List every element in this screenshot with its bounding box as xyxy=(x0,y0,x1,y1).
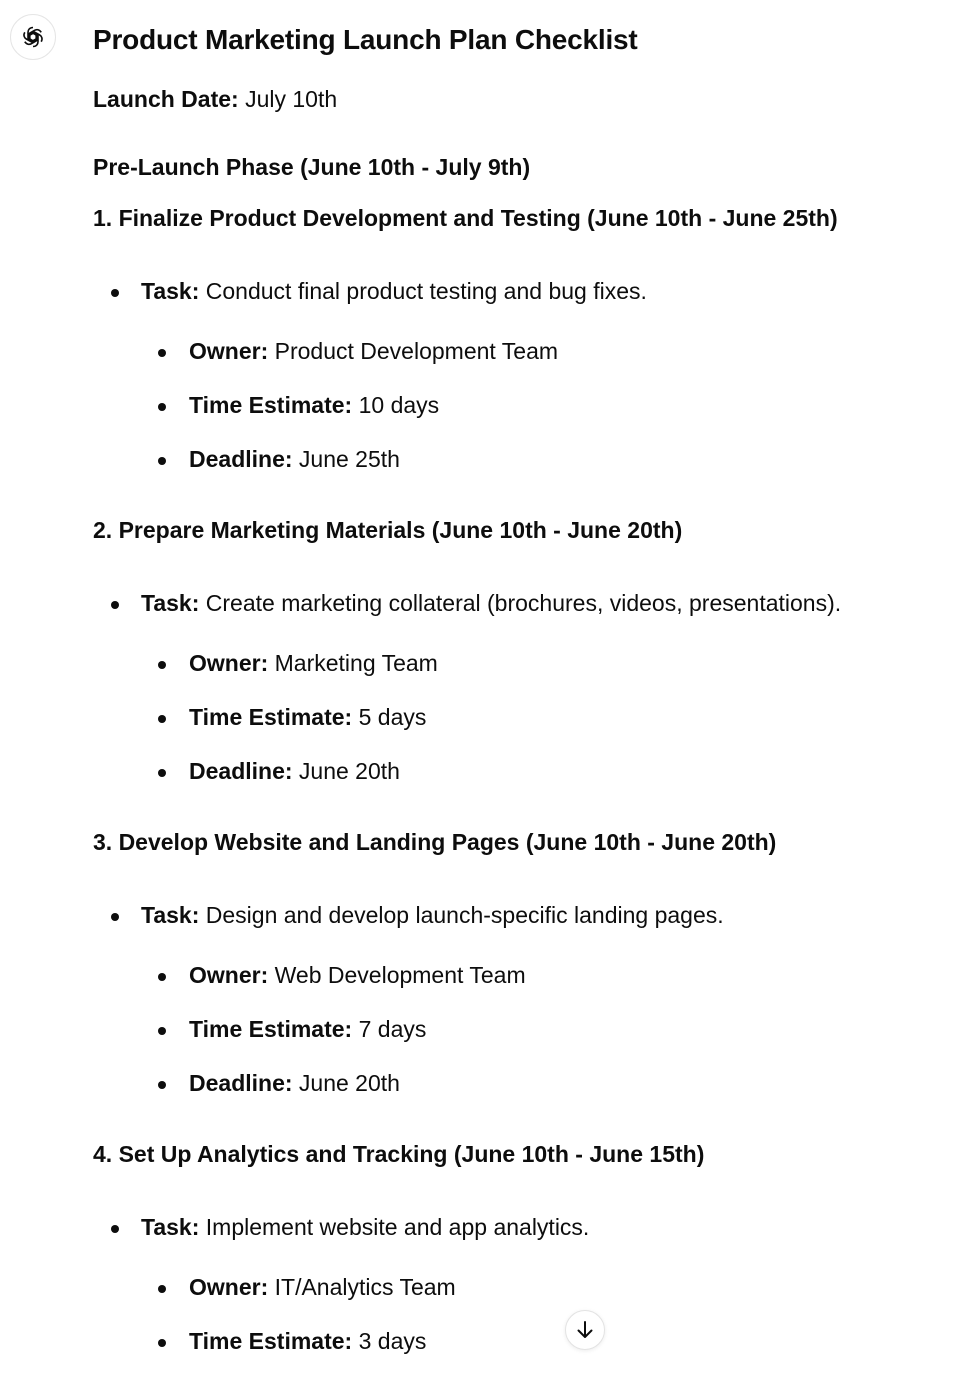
task-value: Design and develop launch-specific landing pages. xyxy=(199,902,724,928)
owner-value: Marketing Team xyxy=(268,650,438,676)
time-estimate-value: 7 days xyxy=(352,1016,427,1042)
owner-value: IT/Analytics Team xyxy=(268,1274,456,1300)
task-label: Task: xyxy=(141,278,200,304)
task-item xyxy=(141,902,724,929)
bullet xyxy=(158,1081,166,1089)
section-heading: 1. Finalize Product Development and Testing (June 10th - June 25th) xyxy=(93,205,838,231)
owner-item xyxy=(189,338,558,365)
time-estimate-value: 3 days xyxy=(352,1328,427,1354)
deadline-label: Deadline: xyxy=(189,446,293,472)
bullet xyxy=(158,349,166,357)
task-item xyxy=(141,590,841,617)
task-item xyxy=(141,1214,589,1241)
bullet xyxy=(111,601,119,609)
bullet xyxy=(158,769,166,777)
scroll-to-bottom-button[interactable] xyxy=(565,1310,605,1350)
deadline-item xyxy=(189,1070,400,1097)
time-estimate-label: Time Estimate: xyxy=(189,392,353,418)
task-item xyxy=(141,278,647,305)
bullet xyxy=(158,973,166,981)
deadline-label: Deadline: xyxy=(189,758,293,784)
openai-logo-icon xyxy=(19,23,47,51)
bullet xyxy=(158,661,166,669)
bullet xyxy=(111,1225,119,1233)
deadline-value: June 25th xyxy=(292,446,400,472)
launch-date xyxy=(93,86,337,113)
owner-item xyxy=(189,962,526,989)
section-heading: 3. Develop Website and Landing Pages (June 10th - June 20th) xyxy=(93,829,777,855)
owner-label: Owner: xyxy=(189,962,269,988)
time-estimate-item xyxy=(189,1328,426,1355)
deadline-item xyxy=(189,446,400,473)
time-estimate-item xyxy=(189,392,439,419)
time-estimate-item xyxy=(189,1016,426,1043)
deadline-item xyxy=(189,758,400,785)
deadline-value: June 20th xyxy=(292,1070,400,1096)
task-label: Task: xyxy=(141,1214,200,1240)
task-value: Create marketing collateral (brochures, videos, presentations). xyxy=(199,590,842,616)
bullet xyxy=(158,1339,166,1347)
bullet xyxy=(158,715,166,723)
owner-item xyxy=(189,650,438,677)
section-heading: 2. Prepare Marketing Materials (June 10th - June 20th) xyxy=(93,517,683,543)
launch-date-label: Launch Date: xyxy=(93,86,239,112)
deadline-value: June 20th xyxy=(292,758,400,784)
time-estimate-label: Time Estimate: xyxy=(189,1016,353,1042)
bullet xyxy=(158,1027,166,1035)
task-value: Conduct final product testing and bug fixes. xyxy=(199,278,647,304)
time-estimate-label: Time Estimate: xyxy=(189,1328,353,1354)
arrow-down-icon xyxy=(574,1319,596,1341)
bullet xyxy=(158,403,166,411)
task-value: Implement website and app analytics. xyxy=(199,1214,590,1240)
owner-label: Owner: xyxy=(189,650,269,676)
task-label: Task: xyxy=(141,590,200,616)
assistant-avatar xyxy=(10,14,56,60)
phase-heading: Pre-Launch Phase (June 10th - July 9th) xyxy=(93,154,531,180)
deadline-label: Deadline: xyxy=(189,1070,293,1096)
time-estimate-value: 5 days xyxy=(352,704,427,730)
owner-label: Owner: xyxy=(189,338,269,364)
time-estimate-label: Time Estimate: xyxy=(189,704,353,730)
time-estimate-value: 10 days xyxy=(352,392,440,418)
message-title: Product Marketing Launch Plan Checklist xyxy=(93,24,638,55)
bullet xyxy=(158,1285,166,1293)
owner-item xyxy=(189,1274,456,1301)
section-heading: 4. Set Up Analytics and Tracking (June 10th - June 15th) xyxy=(93,1141,705,1167)
owner-label: Owner: xyxy=(189,1274,269,1300)
bullet xyxy=(158,457,166,465)
owner-value: Web Development Team xyxy=(268,962,526,988)
owner-value: Product Development Team xyxy=(268,338,559,364)
task-label: Task: xyxy=(141,902,200,928)
bullet xyxy=(111,289,119,297)
launch-date-value: July 10th xyxy=(238,86,338,112)
bullet xyxy=(111,913,119,921)
time-estimate-item xyxy=(189,704,426,731)
